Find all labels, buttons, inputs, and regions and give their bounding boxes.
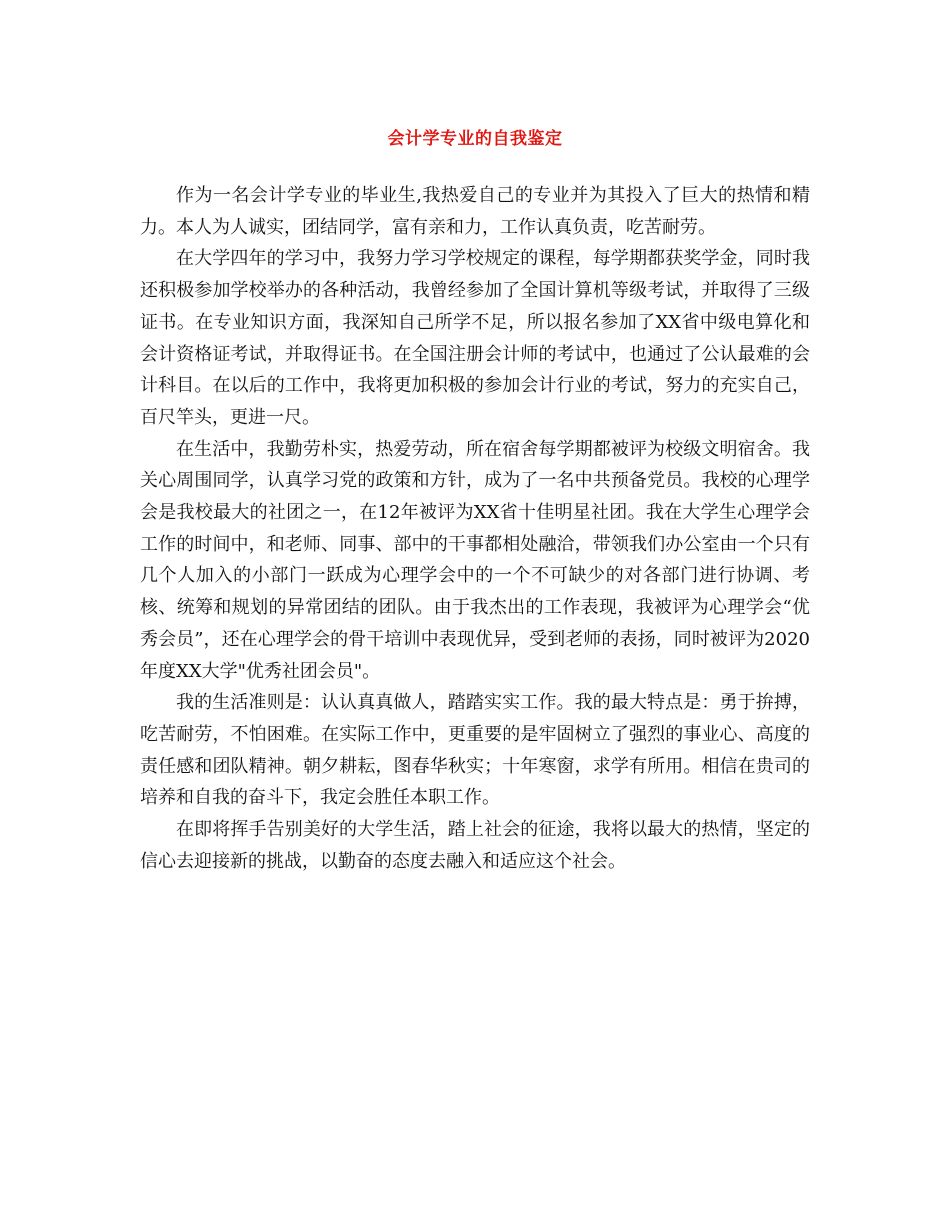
- document-title: 会计学专业的自我鉴定: [387, 129, 563, 149]
- document-body: [140, 180, 810, 877]
- paragraph-life: 在生活中，我勤劳朴实，热爱劳动，所在宿舍每学期都被评为校级文明宿舍。我关心周围同学，认真学习党的政策和方针，成为了一名中共预备党员。我校的心理学会是我校最大的社团之一，在12年被评为XX省十佳明星社团。我在大学生心理学会工作的时间中，和老师、同事、部中的干事都相处融洽，带领我们办公室由一个只有几个人加入的小部门一跃成为心理学会中的一个不可缺少的对各部门进行协调、考核、统筹和规划的异常团结的团队。由于我杰出的工作表现，我被评为心理学会“优秀会员”，还在心理学会的骨干培训中表现优异，受到老师的表扬，同时被评为2020年度XX大学"优秀社团会员"。: [140, 438, 810, 682]
- paragraph-principles: 我的生活准则是：认认真真做人，踏踏实实工作。我的最大特点是：勇于拚搏，吃苦耐劳，不怕困难。在实际工作中，更重要的是牢固树立了强烈的事业心、高度的责任感和团队精神。朝夕耕耘，图春华秋实；十年寒窗，求学有所用。相信在贵司的培养和自我的奋斗下，我定会胜任本职工作。: [140, 692, 810, 809]
- paragraph-closing: 在即将挥手告别美好的大学生活，踏上社会的征途，我将以最大的热情，坚定的信心去迎接新的挑战，以勤奋的态度去融入和适应这个社会。: [140, 819, 810, 872]
- paragraph-study: 在大学四年的学习中，我努力学习学校规定的课程，每学期都获奖学金，同时我还积极参加学校举办的各种活动，我曾经参加了全国计算机等级考试，并取得了三级证书。在专业知识方面，我深知自己所学不足，所以报名参加了XX省中级电算化和会计资格证考试，并取得证书。在全国注册会计师的考试中，也通过了公认最难的会计科目。在以后的工作中，我将更加积极的参加会计行业的考试，努力的充实自己，百尺竿头，更进一尺。: [140, 248, 810, 428]
- paragraph-intro: 作为一名会计学专业的毕业生,我热爱自己的专业并为其投入了巨大的热情和精力。本人为人诚实，团结同学，富有亲和力，工作认真负责，吃苦耐劳。: [140, 185, 810, 238]
